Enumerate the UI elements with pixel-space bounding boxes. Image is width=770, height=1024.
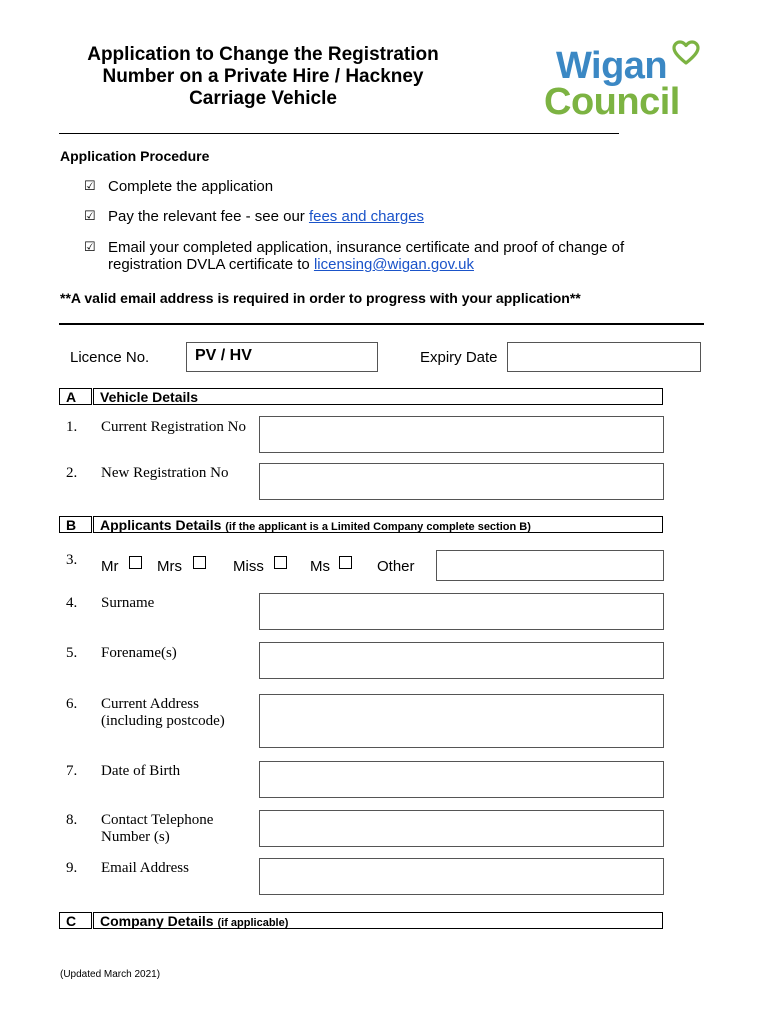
licensing-email-link[interactable]: licensing@wigan.gov.uk — [313, 256, 474, 273]
telephone-label-line-1: Contact Telephone — [101, 812, 214, 828]
section-c-header — [93, 912, 663, 929]
row-number: 1. — [66, 419, 78, 435]
row-number: 5. — [66, 645, 78, 661]
email-address-label: Email Address — [101, 860, 189, 876]
forenames-field[interactable] — [259, 642, 664, 679]
header-divider — [59, 133, 619, 134]
procedure-item-text: Complete the application — [108, 178, 274, 195]
checkbox-checked-icon: ☑ — [84, 208, 96, 223]
section-a-header — [93, 388, 663, 405]
updated-date-footer: (Updated March 2021) — [60, 969, 161, 980]
section-c-letter: C — [59, 912, 92, 929]
email-address-field[interactable] — [259, 858, 664, 895]
procedure-item-1 — [84, 178, 684, 198]
section-b-title: Applicants Details — [100, 517, 222, 533]
title-option-miss — [233, 558, 264, 575]
section-b-subtitle: (if the applicant is a Limited Company complete section B) — [225, 521, 531, 533]
procedure-item-text: Pay the relevant fee - see our — [108, 208, 309, 225]
new-registration-label: New Registration No — [101, 465, 229, 481]
current-address-field[interactable] — [259, 694, 664, 748]
date-of-birth-field[interactable] — [259, 761, 664, 798]
row-number: 7. — [66, 763, 78, 779]
miss-checkbox[interactable] — [274, 556, 287, 569]
procedure-item-text: Email your completed application, insurance certificate and proof of change of — [108, 239, 625, 256]
miss-label: Miss — [233, 558, 264, 575]
mr-checkbox[interactable] — [129, 556, 142, 569]
checkbox-checked-icon: ☑ — [84, 178, 96, 193]
page-title — [56, 44, 470, 110]
other-title-field[interactable] — [436, 550, 664, 581]
heart-icon — [672, 40, 700, 66]
telephone-label-line-2: Number (s) — [101, 829, 170, 845]
licence-no-label: Licence No. — [70, 349, 150, 366]
current-address-label — [101, 696, 225, 730]
title-line-1: Application to Change the Registration — [87, 44, 439, 65]
address-label-line-1: Current Address — [101, 696, 199, 712]
title-option-mrs — [157, 558, 182, 575]
notice-divider — [59, 323, 704, 325]
procedure-item-3 — [84, 239, 704, 279]
section-a-letter: A — [59, 388, 92, 405]
forenames-label: Forename(s) — [101, 645, 177, 661]
section-b-header — [93, 516, 663, 533]
section-c-title: Company Details — [100, 913, 214, 929]
logo-text-wigan: Wigan — [556, 45, 668, 87]
mr-label: Mr — [101, 558, 119, 575]
procedure-item-text: registration DVLA certificate to — [108, 256, 314, 273]
row-number: 9. — [66, 860, 78, 876]
wigan-council-logo — [540, 40, 710, 122]
mrs-checkbox[interactable] — [193, 556, 206, 569]
ms-checkbox[interactable] — [339, 556, 352, 569]
current-registration-field[interactable] — [259, 416, 664, 453]
surname-label: Surname — [101, 595, 155, 611]
new-registration-field[interactable] — [259, 463, 664, 500]
mrs-label: Mrs — [157, 558, 182, 575]
email-required-notice: **A valid email address is required in order to progress with your application** — [60, 290, 581, 306]
fees-and-charges-link[interactable]: fees and charges — [308, 208, 425, 225]
other-label: Other — [377, 558, 415, 575]
ms-label: Ms — [310, 558, 330, 575]
title-option-mr — [101, 558, 119, 575]
row-number: 3. — [66, 552, 78, 568]
licence-no-field[interactable] — [186, 342, 378, 372]
expiry-date-field[interactable] — [507, 342, 701, 372]
date-of-birth-label: Date of Birth — [101, 763, 181, 779]
contact-telephone-label — [101, 812, 213, 846]
section-a-title: Vehicle Details — [100, 389, 199, 405]
row-number: 2. — [66, 465, 78, 481]
row-number: 8. — [66, 812, 78, 828]
row-number: 4. — [66, 595, 78, 611]
section-c-subtitle: (if applicable) — [217, 917, 289, 929]
title-line-3: Carriage Vehicle — [189, 88, 337, 109]
surname-field[interactable] — [259, 593, 664, 630]
title-line-2: Number on a Private Hire / Hackney — [102, 66, 424, 87]
expiry-date-label: Expiry Date — [420, 349, 498, 366]
procedure-item-2 — [84, 208, 684, 228]
contact-telephone-field[interactable] — [259, 810, 664, 847]
current-registration-label: Current Registration No — [101, 419, 246, 435]
address-label-line-2: (including postcode) — [101, 713, 225, 729]
logo-text-council: Council — [544, 81, 680, 123]
title-option-ms — [310, 558, 330, 575]
licence-no-value: PV / HV — [195, 347, 252, 364]
checkbox-checked-icon: ☑ — [84, 239, 96, 254]
procedure-heading: Application Procedure — [60, 148, 210, 164]
section-b-letter: B — [59, 516, 92, 533]
row-number: 6. — [66, 696, 78, 712]
